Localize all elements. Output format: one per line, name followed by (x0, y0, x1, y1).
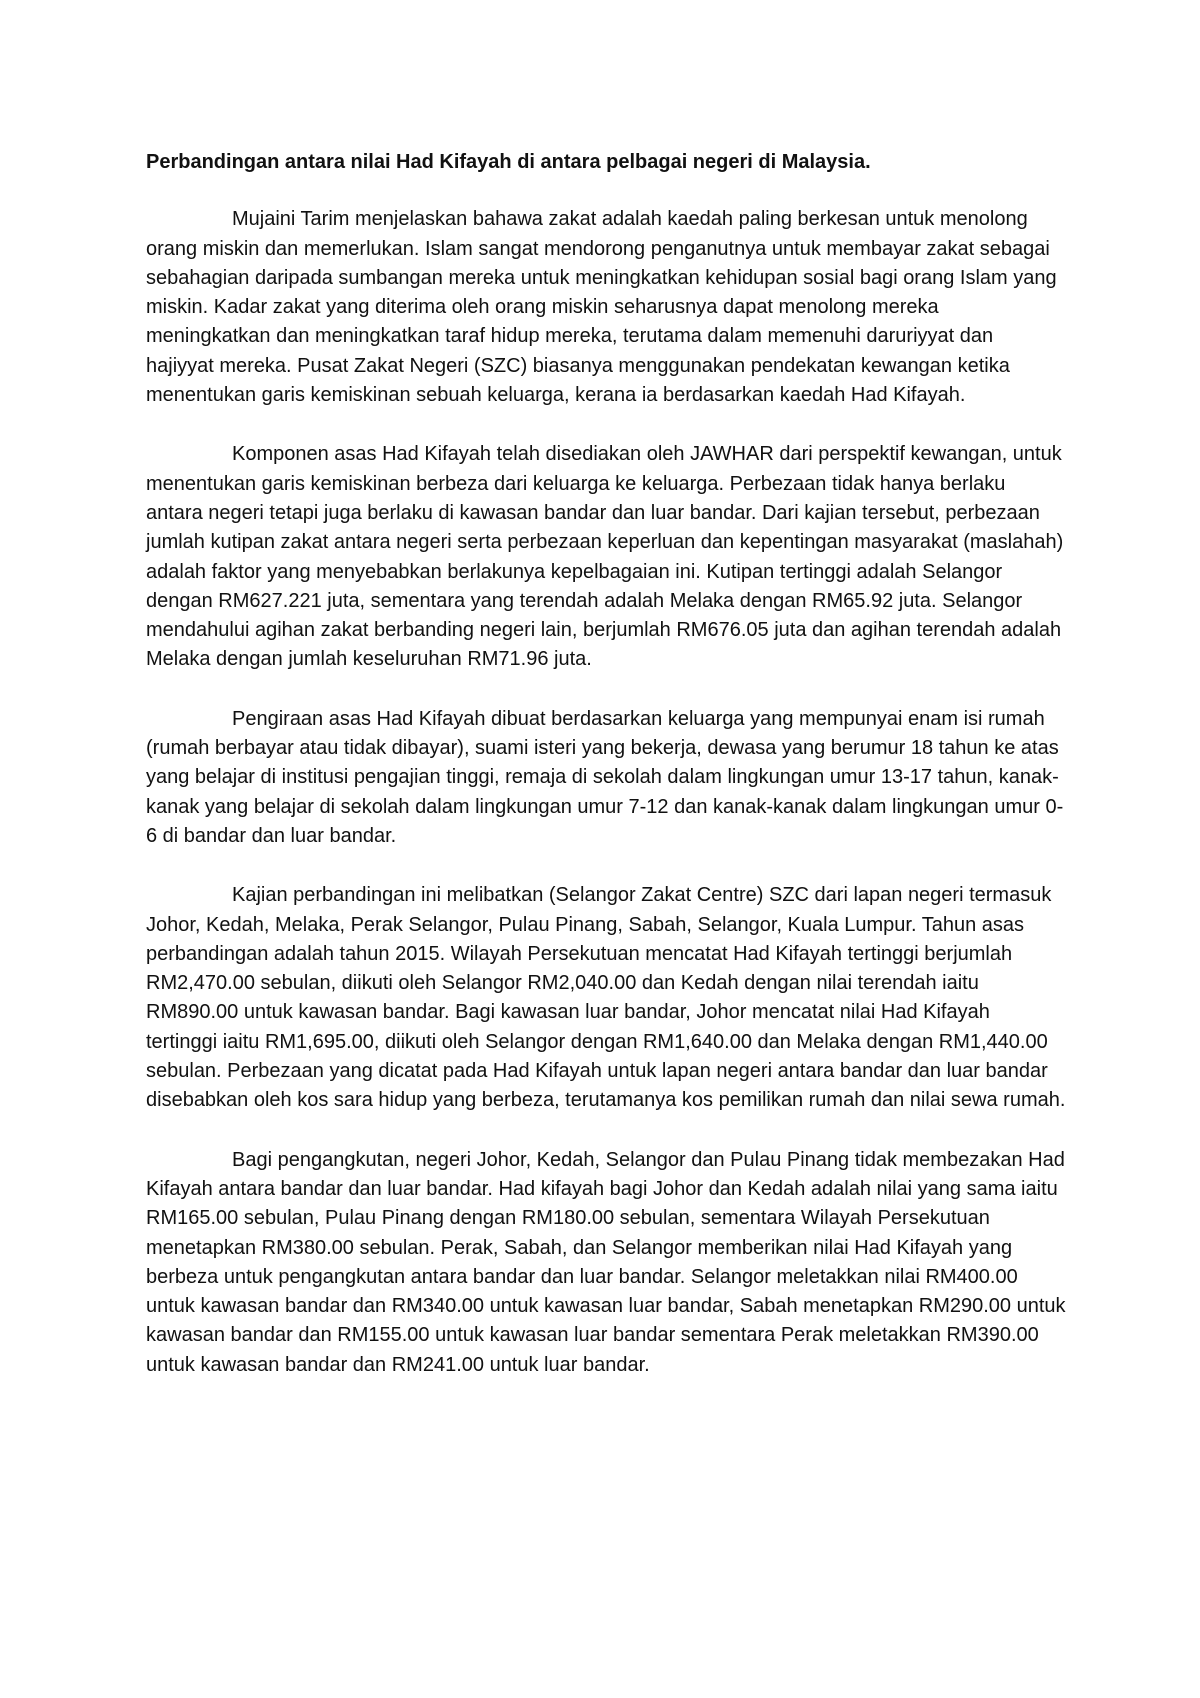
paragraph-had-kifayah-components: Komponen asas Had Kifayah telah disediakan oleh JAWHAR dari perspektif kewangan, untuk menentukan garis kemiskinan berbeza dari keluarga ke keluarga. Perbezaan tidak hanya berlaku antara negeri tetapi juga berlaku di kawasan bandar dan luar bandar. Dari kajian tersebut, perbezaan jumlah kutipan zakat antara negeri serta perbezaan keperluan dan kepentingan masyarakat (maslahah) adalah faktor yang menyebabkan berlakunya kepelbagaian ini. Kutipan tertinggi adalah Selangor dengan RM627.221 juta, sementara yang terendah adalah Melaka dengan RM65.92 juta. Selangor mendahului agihan zakat berbanding negeri lain, berjumlah RM676.05 juta dan agihan terendah adalah Melaka dengan jumlah keseluruhan RM71.96 juta. (146, 443, 1064, 671)
paragraph-transport: Bagi pengangkutan, negeri Johor, Kedah, Selangor dan Pulau Pinang tidak membezakan Had Kifayah antara bandar dan luar bandar. Had kifayah bagi Johor dan Kedah adalah nilai yang sama iaitu RM165.00 sebulan, Pulau Pinang dengan RM180.00 sebulan, sementara Wilayah Persekutuan menetapkan RM380.00 sebulan. Perak, Sabah, dan Selangor memberikan nilai Had Kifayah yang berbeza untuk pengangkutan antara bandar dan luar bandar. Selangor meletakkan nilai RM400.00 untuk kawasan bandar dan RM340.00 untuk kawasan luar bandar, Sabah menetapkan RM290.00 untuk kawasan bandar dan RM155.00 untuk kawasan luar bandar sementara Perak meletakkan RM390.00 untuk kawasan bandar dan RM241.00 untuk luar bandar. (146, 1148, 1066, 1376)
paragraph-state-comparison: Kajian perbandingan ini melibatkan (Selangor Zakat Centre) SZC dari lapan negeri termasuk Johor, Kedah, Melaka, Perak Selangor, Pulau Pinang, Sabah, Selangor, Kuala Lumpur. Tahun asas perbandingan adalah tahun 2015. Wilayah Persekutuan mencatat Had Kifayah tertinggi berjumlah RM2,470.00 sebulan, diikuti oleh Selangor RM2,040.00 dan Kedah dengan nilai terendah iaitu RM890.00 untuk kawasan bandar. Bagi kawasan luar bandar, Johor mencatat nilai Had Kifayah tertinggi iaitu RM1,695.00, diikuti oleh Selangor dengan RM1,640.00 dan Melaka dengan RM1,440.00 sebulan. Perbezaan yang dicatat pada Had Kifayah untuk lapan negeri antara bandar dan luar bandar disebabkan oleh kos sara hidup yang berbeza, terutamanya kos pemilikan rumah dan nilai sewa rumah. (146, 884, 1066, 1112)
paragraph-zakat-intro: Mujaini Tarim menjelaskan bahawa zakat adalah kaedah paling berkesan untuk menolong orang miskin dan memerlukan. Islam sangat mendorong penganutnya untuk membayar zakat sebagai sebahagian daripada sumbangan mereka untuk meningkatkan kehidupan sosial bagi orang Islam yang miskin. Kadar zakat yang diterima oleh orang miskin seharusnya dapat menolong mereka meningkatkan dan meningkatkan taraf hidup mereka, terutama dalam memenuhi daruriyyat dan hajiyyat mereka. Pusat Zakat Negeri (SZC) biasanya menggunakan pendekatan kewangan ketika menentukan garis kemiskinan sebuah keluarga, kerana ia berdasarkan kaedah Had Kifayah. (146, 208, 1057, 407)
document-title: Perbandingan antara nilai Had Kifayah di antara pelbagai negeri di Malaysia. (146, 151, 871, 173)
paragraph-calculation-basis: Pengiraan asas Had Kifayah dibuat berdasarkan keluarga yang mempunyai enam isi rumah (rumah berbayar atau tidak dibayar), suami isteri yang bekerja, dewasa yang berumur 18 tahun ke atas yang belajar di institusi pengajian tinggi, remaja di sekolah dalam lingkungan umur 13-17 tahun, kanak-kanak yang belajar di sekolah dalam lingkungan umur 7-12 dan kanak-kanak dalam lingkungan umur 0-6 di bandar dan luar bandar. (146, 707, 1064, 847)
document-page (146, 148, 1066, 1410)
